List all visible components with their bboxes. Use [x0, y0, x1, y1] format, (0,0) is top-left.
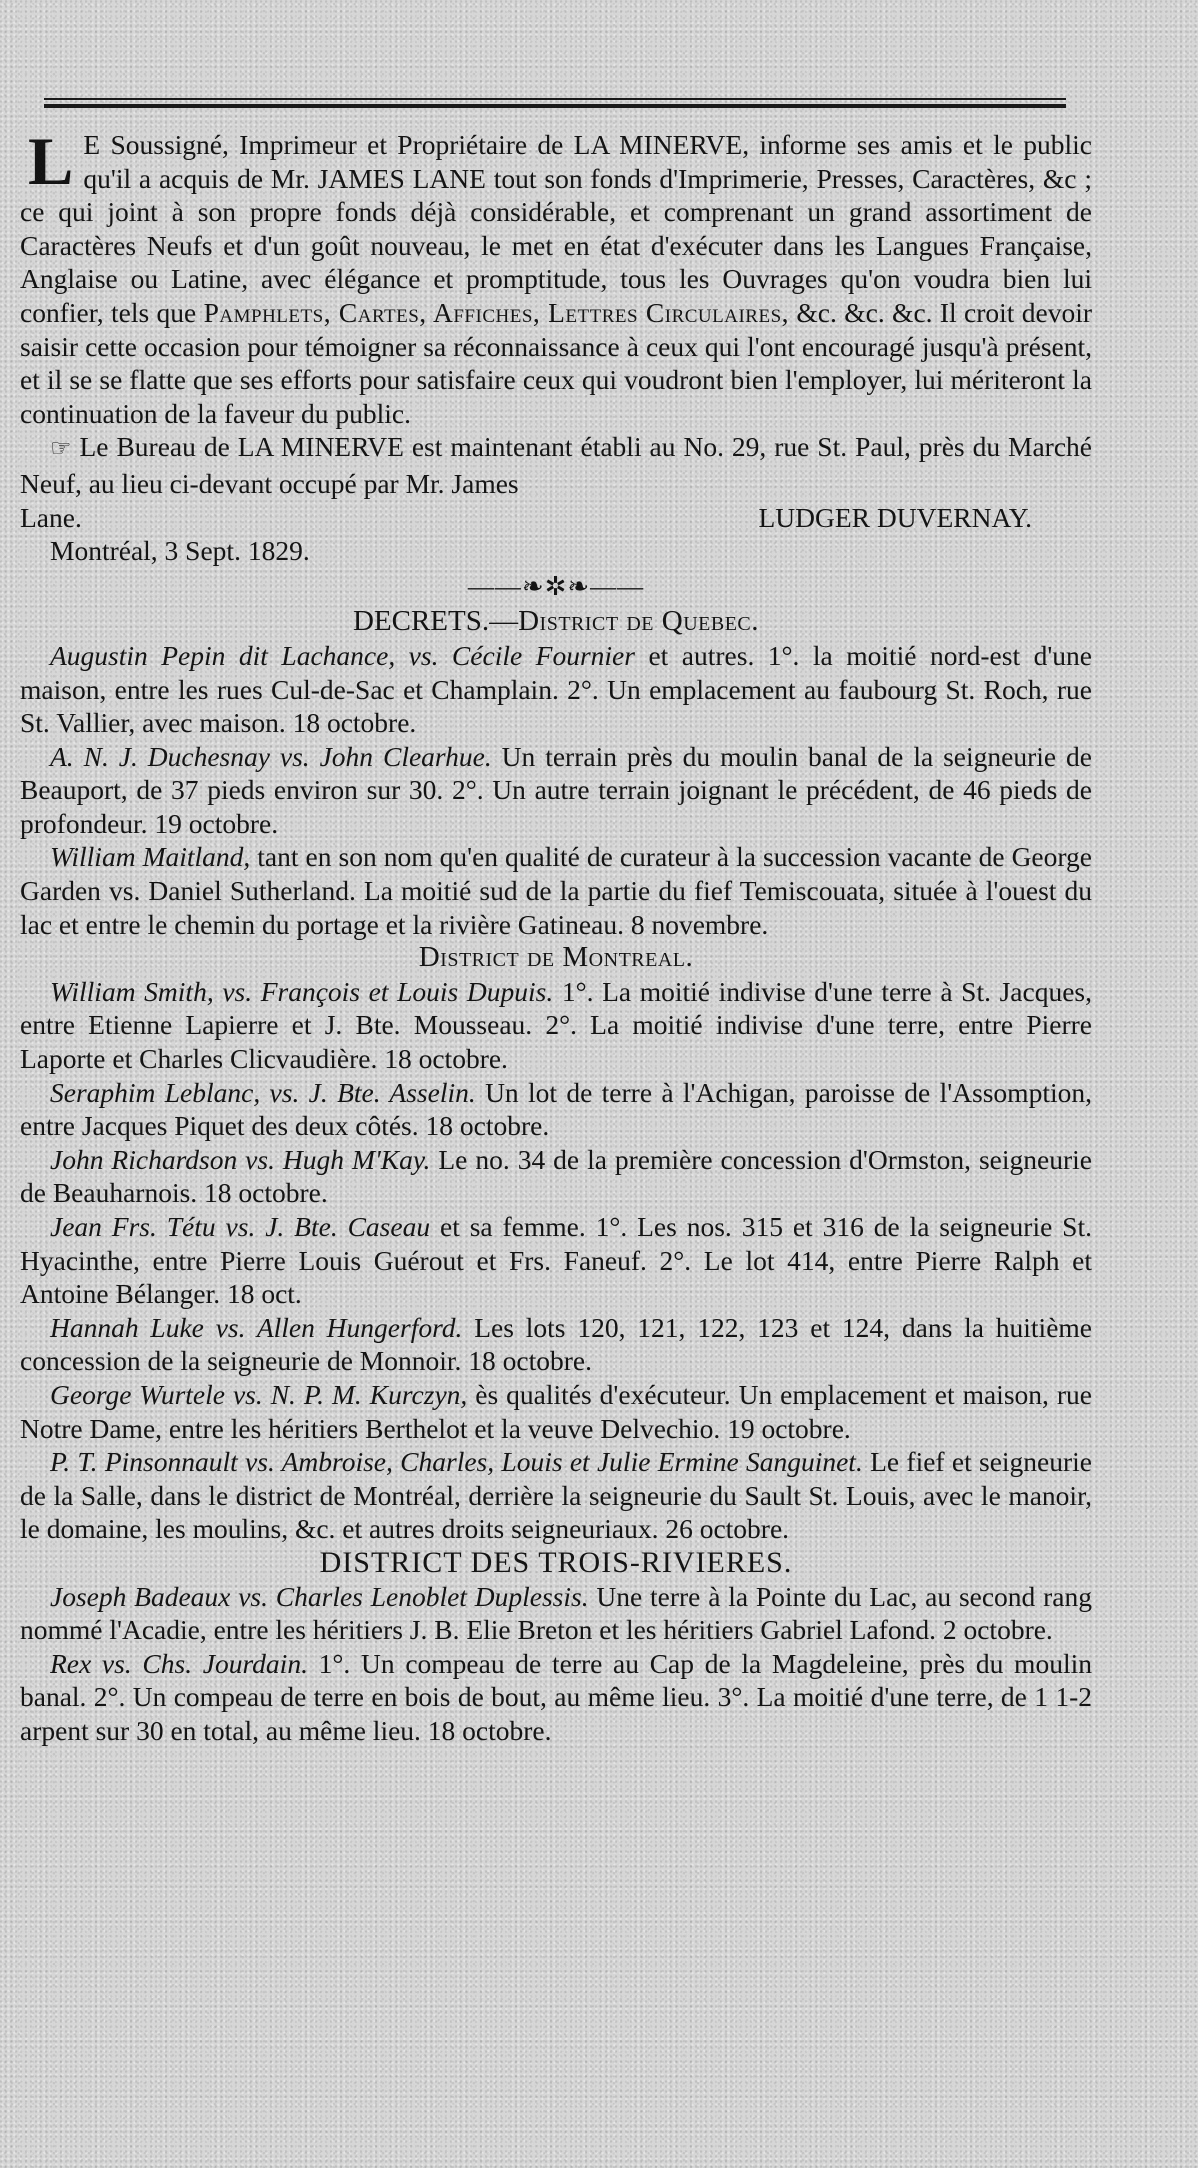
entry-text: tant en son nom qu'en qualité de curateur à la succession vacante de George Garden vs. Daniel Sutherland. La moitié sud de la partie du fief Temiscouata, située à l'ouest du lac et entre le chemin du portage et la rivière Gatineau. 8 novembre.	[20, 841, 1093, 940]
signature: LUDGER DUVERNAY.	[758, 501, 1032, 533]
signature-line	[20, 501, 1092, 535]
entry-parties: Seraphim Leblanc, vs. J. Bte. Asselin.	[50, 1076, 476, 1108]
list-item	[20, 1210, 1092, 1311]
entry-text: ès qualités d'exécuteur. Un emplacement et maison, rue Notre Dame, entre les héritiers Berthelot et la veuve Delvechio. 19 octobre.	[20, 1378, 1092, 1444]
entry-text: Un terrain près du moulin banal de la seigneurie de Beauport, de 37 pieds environ sur 30. 2°. Un autre terrain joignant le précédent, de 46 pieds de profondeur. 19 octobre.	[20, 740, 1093, 839]
decrets-title: DECRETS.—	[352, 605, 519, 638]
notice-items: Pamphlets, Cartes, Affiches, Lettres Circulaires,	[203, 296, 790, 328]
entry-parties: A. N. J. Duchesnay vs. John Clearhue.	[50, 740, 492, 772]
list-item	[20, 840, 1092, 941]
list-item	[20, 740, 1092, 841]
list-item	[20, 975, 1092, 1076]
notice-text-a: E Soussigné, Imprimeur et Propriétaire de LA MINERVE, informe ses amis et le public qu'il a acquis de Mr. JAMES LANE tout son fonds d'Imprimerie, Presses, Caractères, &c ; ce qui joint à son propre fonds déjà considérable, et comprenant un grand assortiment de Caractères Neufs et d'un goût nouveau, le met en état d'exécuter dans les Langues Française, Anglaise ou Latine, avec élégance et promptitude, tous les Ouvrages qu'on voudra bien lui confier, tels que	[20, 129, 1092, 328]
bureau-text-end: Lane.	[20, 501, 82, 533]
entry-text: 1°. Un compeau de terre au Cap de la Magdeleine, près du moulin banal. 2°. Un compeau de terre en bois de bout, au même lieu. 3°. La moitié d'une terre, de 1 1-2 arpent sur 30 en total, au même lieu. 18 octobre.	[20, 1647, 1092, 1746]
montreal-entries	[20, 975, 1092, 1546]
entry-text: Les lots 120, 121, 122, 123 et 124, dans la huitième concession de la seigneurie de Monnoir. 18 octobre.	[20, 1311, 1092, 1377]
entry-parties: P. T. Pinsonnault vs. Ambroise, Charles, Louis et Julie Ermine Sanguinet.	[50, 1446, 863, 1478]
bureau-text: Le Bureau de LA MINERVE est maintenant établi au No. 29, rue St. Paul, près du Marché Neuf, au lieu ci-devant occupé par Mr. James	[20, 431, 1093, 499]
entry-text: et autres. 1°. la moitié nord-est d'une maison, entre les rues Cul-de-Sac et Champlain. 2°. Un emplacement au faubourg St. Roch, rue St. Vallier, avec maison. 18 octobre.	[20, 639, 1092, 739]
district-quebec-heading: District de Quebec.	[518, 605, 760, 638]
entry-parties: John Richardson vs. Hugh M'Kay.	[50, 1143, 431, 1175]
list-item	[20, 1647, 1092, 1748]
district-montreal-heading: District de Montreal.	[418, 941, 694, 974]
quebec-entries	[20, 639, 1092, 941]
entry-parties: William Maitland,	[50, 841, 251, 873]
list-item	[20, 1580, 1092, 1647]
entry-parties: William Smith, vs. François et Louis Dupuis.	[50, 975, 554, 1007]
ornament-divider: ——❧✲❧——	[467, 571, 645, 601]
pointing-hand-icon: ☞	[50, 436, 72, 463]
entry-text: Une terre à la Pointe du Lac, au second rang nommé l'Acadie, entre les héritiers J. B. Elie Breton et les héritiers Gabriel Lafond. 2 octobre.	[20, 1580, 1092, 1646]
list-item	[20, 639, 1092, 740]
district-trois-rivieres-heading: DISTRICT DES TROIS-RIVIERES.	[319, 1545, 793, 1579]
trois-rivieres-entries	[20, 1580, 1092, 1748]
entry-parties: George Wurtele vs. N. P. M. Kurczyn,	[50, 1378, 468, 1410]
entry-parties: Joseph Badeaux vs. Charles Lenoblet Duplessis.	[50, 1580, 589, 1612]
entry-text: et sa femme. 1°. Les nos. 315 et 316 de la seigneurie St. Hyacinthe, entre Pierre Louis Guérout et Frs. Faneuf. 2°. Le lot 414, entre Pierre Ralph et Antoine Bélanger. 18 oct.	[20, 1211, 1092, 1310]
bureau-paragraph	[20, 430, 1092, 500]
entry-parties: Jean Frs. Tétu vs. J. Bte. Caseau	[50, 1211, 431, 1242]
notice-paragraph	[20, 123, 1093, 430]
entry-text: Un lot de terre à l'Achigan, paroisse de l'Assomption, entre Jacques Piquet des deux côtés. 18 octobre.	[20, 1076, 1092, 1142]
list-item	[20, 1378, 1092, 1445]
entry-text: Le fief et seigneurie de la Salle, dans le district de Montréal, derrière la seigneurie du Sault St. Louis, avec le manoir, le domaine, les moulins, &c. et autres droits seigneuriaux. 26 octobre.	[20, 1446, 1092, 1545]
decrets-heading	[20, 605, 1092, 639]
entry-text: 1°. La moitié indivise d'une terre à St. Jacques, entre Etienne Lapierre et J. Bte. Mousseau. 2°. La moitié indivise d'une terre, entre Pierre Laporte et Charles Clicvaudière. 18 octobre.	[20, 975, 1092, 1075]
entry-text: Le no. 34 de la première concession d'Ormston, seigneurie de Beauharnois. 18 octobre.	[20, 1143, 1092, 1209]
list-item	[20, 1445, 1092, 1546]
list-item	[20, 1076, 1092, 1143]
entry-parties: Rex vs. Chs. Jourdain.	[50, 1647, 308, 1679]
dateline: Montréal, 3 Sept. 1829.	[50, 535, 310, 567]
entry-parties: Augustin Pepin dit Lachance, vs. Cécile Fournier	[50, 639, 635, 671]
drop-cap: L	[28, 123, 74, 199]
top-rule-thick	[44, 104, 1066, 108]
top-rule	[44, 98, 1066, 100]
notice-text-b: &c. &c. &c. Il croit devoir saisir cette occasion pour témoigner sa réconnaissance à ceux qui l'ont encouragé jusqu'à présent, et il se se flatte que ses efforts pour satisfaire ceux qui voudront bien l'employer, lui mériteront la continuation de la faveur du public.	[20, 296, 1093, 429]
list-item	[20, 1311, 1092, 1378]
entry-parties: Hannah Luke vs. Allen Hungerford.	[50, 1311, 463, 1343]
list-item	[20, 1143, 1092, 1210]
page-content	[20, 123, 1093, 1748]
